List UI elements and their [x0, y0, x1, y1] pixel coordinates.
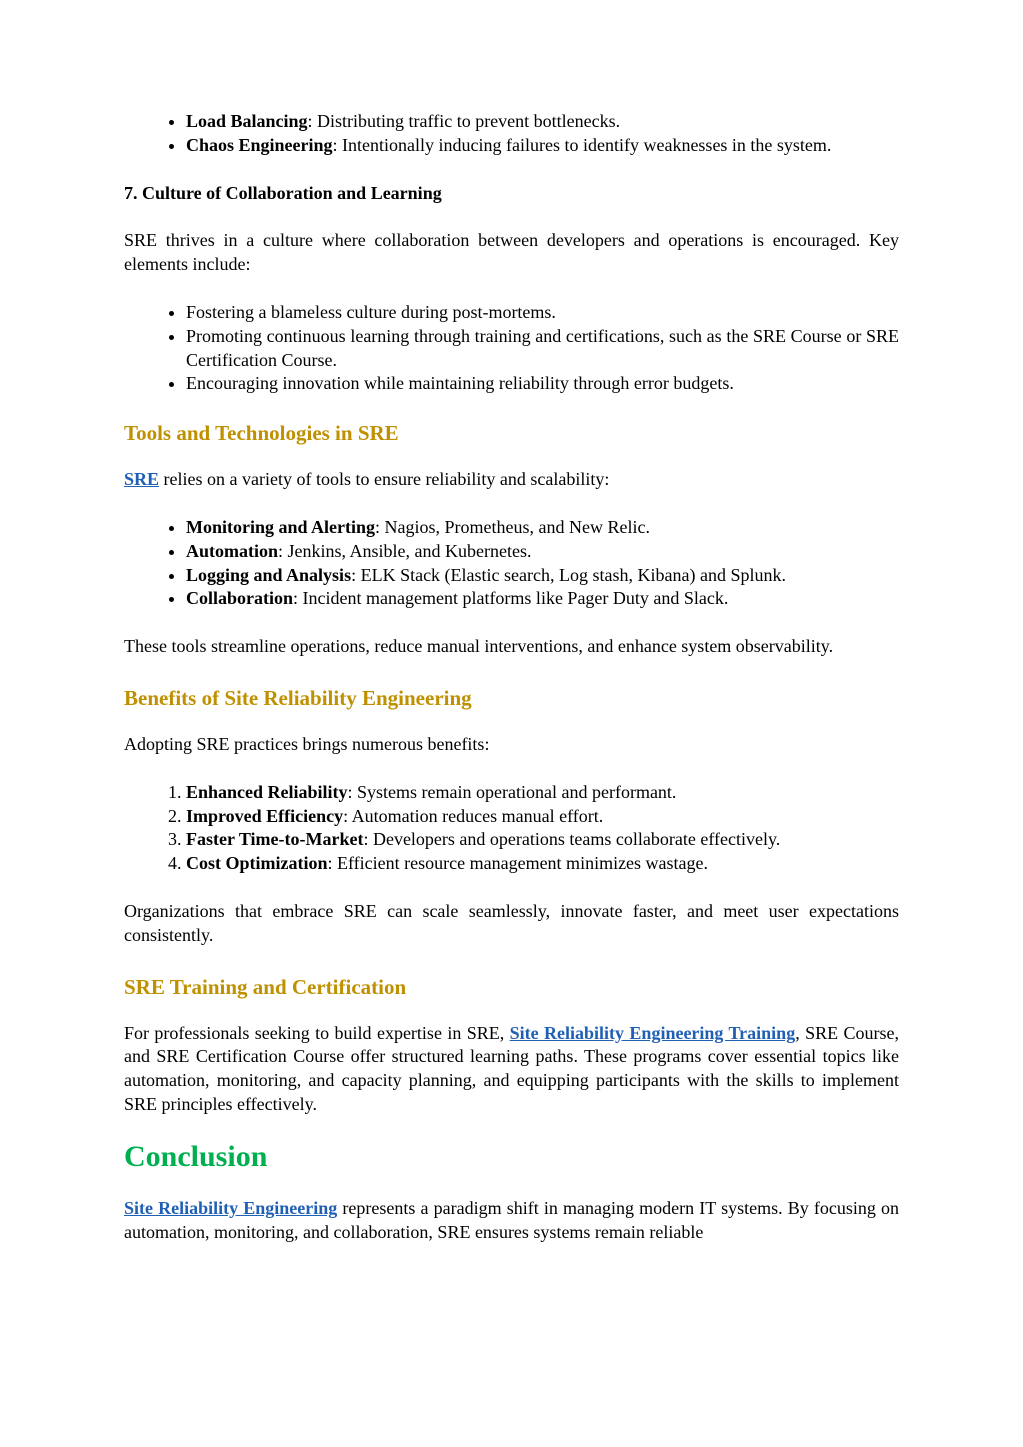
- list-item: [186, 540, 899, 564]
- benefits-intro: Adopting SRE practices brings numerous benefits:: [124, 733, 490, 754]
- item-term: Improved Efficiency: [186, 805, 344, 826]
- bullet-text: : Jenkins, Ansible, and Kubernetes.: [278, 540, 532, 561]
- list-item: [186, 516, 899, 540]
- sre-link-conclusion[interactable]: Site Reliability Engineering: [124, 1197, 338, 1218]
- benefits-heading: Benefits of Site Reliability Engineering: [124, 685, 472, 710]
- list-item: [186, 781, 899, 805]
- tools-heading: Tools and Technologies in SRE: [124, 421, 399, 446]
- training-paragraph: [124, 1022, 899, 1117]
- bullet-text: : Nagios, Prometheus, and New Relic.: [375, 516, 650, 537]
- tools-bullet-list: [124, 516, 899, 611]
- conclusion-text: represents a paradigm shift in managing modern IT systems. By focusing on automation, monitoring, and collaboration, SRE ensures systems remain reliable: [124, 1197, 899, 1242]
- bullet-term: Collaboration: [186, 588, 294, 609]
- list-item: [186, 805, 899, 829]
- list-item: [186, 852, 899, 876]
- sre-link[interactable]: SRE: [124, 469, 160, 490]
- section-heading: 7. Culture of Collaboration and Learning: [124, 182, 442, 203]
- list-item: • Encouraging innovation while maintaining reliability through error budgets.: [186, 372, 899, 396]
- culture-bullet-list: [124, 301, 899, 396]
- list-item: • Fostering a blameless culture during post-mortems.: [186, 301, 899, 325]
- section-intro: SRE thrives in a culture where collaboration between developers and operations is encouraged. Key elements include:: [124, 230, 899, 275]
- item-text: : Developers and operations teams collaborate effectively.: [363, 829, 781, 850]
- bullet-text: : Incident management platforms like Pager Duty and Slack.: [293, 588, 729, 609]
- conclusion-paragraph: [124, 1197, 899, 1245]
- list-item: [186, 587, 899, 611]
- item-term: Cost Optimization: [186, 853, 328, 874]
- list-item: [186, 564, 899, 588]
- item-text: : Efficient resource management minimizes wastage.: [327, 853, 709, 874]
- list-item: • Promoting continuous learning through training and certifications, such as the SRE Course or SRE Certification Course.: [186, 325, 899, 373]
- training-text-start: For professionals seeking to build expertise in SRE,: [124, 1022, 510, 1043]
- document-page: [124, 110, 899, 1244]
- bullet-term: Automation: [186, 540, 279, 561]
- item-text: : Systems remain operational and performant.: [347, 781, 677, 802]
- top-bullet-list: [124, 110, 899, 158]
- item-term: Enhanced Reliability: [186, 781, 348, 802]
- bullet-term: Logging and Analysis: [186, 564, 352, 585]
- bullet-text: : ELK Stack (Elastic search, Log stash, Kibana) and Splunk.: [351, 564, 786, 585]
- benefits-outro: Organizations that embrace SRE can scale seamlessly, innovate faster, and meet user expectations consistently.: [124, 900, 899, 945]
- item-term: Faster Time-to-Market: [186, 829, 364, 850]
- bullet-text: : Intentionally inducing failures to identify weaknesses in the system.: [332, 134, 832, 155]
- conclusion-heading: Conclusion: [124, 1139, 268, 1173]
- tools-intro: [124, 468, 899, 492]
- bullet-term: Monitoring and Alerting: [186, 516, 376, 537]
- list-item: [186, 134, 899, 158]
- tools-intro-text: relies on a variety of tools to ensure reliability and scalability:: [159, 469, 610, 490]
- bullet-term: Load Balancing: [186, 111, 308, 131]
- list-item: [186, 110, 899, 134]
- bullet-text: : Distributing traffic to prevent bottlenecks.: [307, 111, 621, 131]
- sre-training-link[interactable]: Site Reliability Engineering Training: [509, 1022, 796, 1043]
- training-text-end: , SRE Course, and SRE Certification Course offer structured learning paths. These programs cover essential topics like automation, monitoring, and capacity planning, and equipping participants with the skills to implement SRE principles effectively.: [124, 1022, 900, 1114]
- benefits-numbered-list: [124, 781, 899, 876]
- item-text: : Automation reduces manual effort.: [343, 805, 604, 826]
- list-item: [186, 828, 899, 852]
- bullet-term: Chaos Engineering: [186, 134, 333, 155]
- training-heading: SRE Training and Certification: [124, 974, 407, 999]
- tools-outro: These tools streamline operations, reduce manual interventions, and enhance system observability.: [124, 636, 834, 657]
